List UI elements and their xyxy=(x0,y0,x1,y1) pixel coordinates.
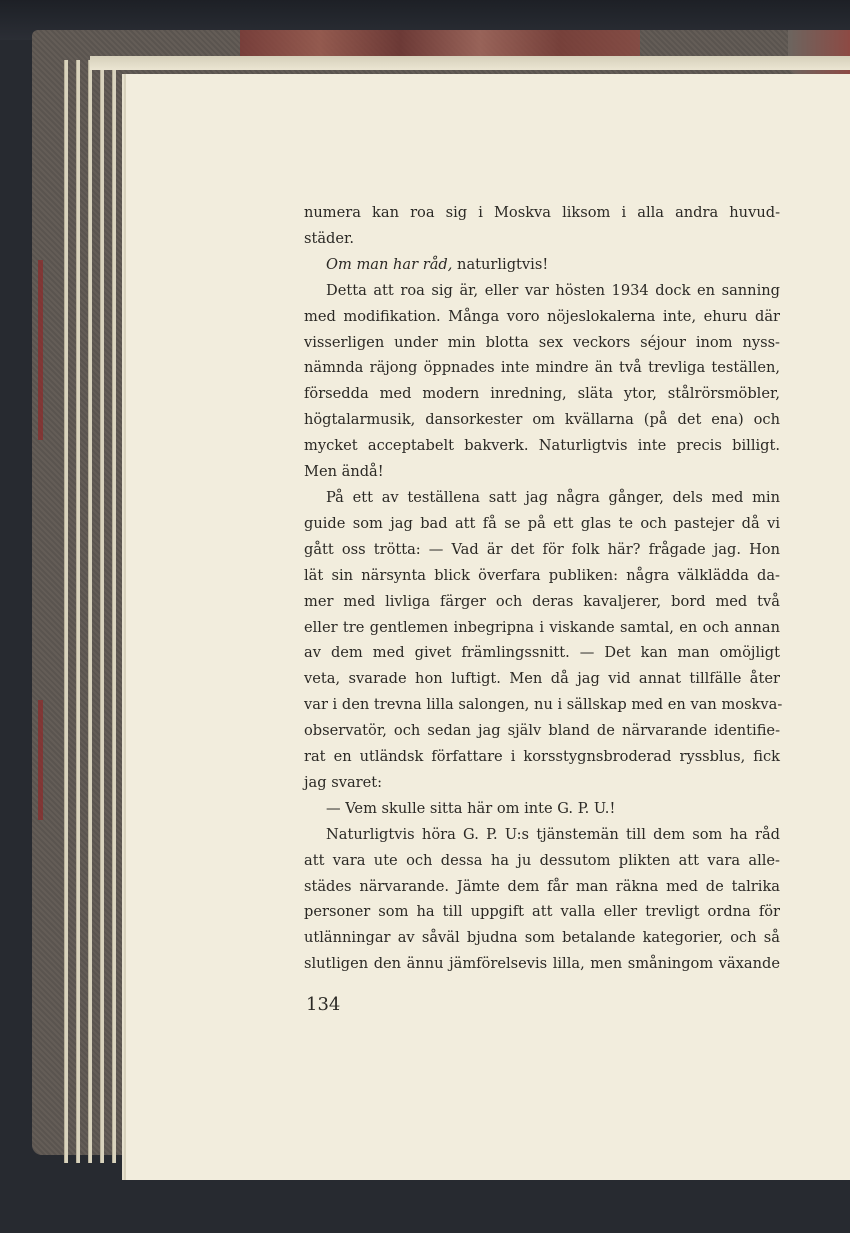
text-line: slutligen den ännu jämförelsevis lilla, men småningom växande xyxy=(304,955,780,973)
text-line: guide som jag bad att få se på ett glas te och pastejer då vi xyxy=(304,514,780,532)
text-line: veta, svarade hon luftigt. Men då jag vid annat tillfälle åter xyxy=(304,670,780,688)
text-line: rat en utländsk författare i korsstygnsbroderad ryssblus, fick xyxy=(304,748,780,766)
page-top-edge xyxy=(90,56,850,70)
text-line: visserligen under min blotta sex veckors séjour inom nyss- xyxy=(304,333,780,351)
text-line: observatör, och sedan jag själv bland de närvarande identifie- xyxy=(304,722,780,740)
text-line: högtalarmusik, dansorkester om kvällarna (på det ena) och xyxy=(304,411,780,429)
page-edge xyxy=(112,60,116,1163)
text-line: att vara ute och dessa ha ju dessutom plikten att vara alle- xyxy=(304,851,780,869)
page-edge xyxy=(64,60,68,1163)
text-line: gått oss trötta: — Vad är det för folk här? frågade jag. Hon xyxy=(304,540,780,558)
text-line: lät sin närsynta blick överfara publiken: några välklädda da- xyxy=(304,566,780,584)
text-line: personer som ha till uppgift att valla eller trevligt ordna för xyxy=(304,903,780,921)
text-line: På ett av teställena satt jag några gånger, dels med min xyxy=(326,488,780,506)
text-line: försedda med modern inredning, släta ytor, stålrörsmöbler, xyxy=(304,385,780,403)
text-line: Naturligtvis höra G. P. U:s tjänstemän till dem som ha råd xyxy=(326,825,780,843)
text-line: städes närvarande. Jämte dem får man räkna med de talrika xyxy=(304,877,780,895)
text-line: jag svaret: xyxy=(304,773,383,791)
page-edge xyxy=(88,60,92,1163)
text-line: numera kan roa sig i Moskva liksom i alla andra huvud- xyxy=(304,204,780,221)
text-fragment: naturligtvis! xyxy=(452,255,549,273)
text-line: städer. xyxy=(304,229,355,247)
text-line: mer med livliga färger och deras kavaljerer, bord med två xyxy=(304,592,780,610)
text-line: — Vem skulle sitta här om inte G. P. U.! xyxy=(326,799,616,817)
page-number: 134 xyxy=(306,994,341,1015)
page-edge xyxy=(76,60,80,1163)
text-line: utlänningar av såväl bjudna som betalande kategorier, och så xyxy=(304,929,780,947)
text-line: Men ändå! xyxy=(304,463,384,481)
text-line: av dem med givet främlingssnitt. — Det kan man omöjligt xyxy=(304,644,780,662)
text-line: Detta att roa sig är, eller var hösten 1934 dock en sanning xyxy=(326,281,780,299)
cover-red-mark xyxy=(38,260,43,440)
text-line: eller tre gentlemen inbegripna i viskande samtal, en och annan xyxy=(304,618,780,636)
page-edge xyxy=(100,60,104,1163)
text-line: mycket acceptabelt bakverk. Naturligtvis inte precis billigt. xyxy=(304,437,780,455)
text-line: med modifikation. Många voro nöjeslokalerna inte, ehuru där xyxy=(304,307,780,325)
text-line: var i den trevna lilla salongen, nu i sällskap med en van moskva- xyxy=(304,696,783,714)
italic-phrase: Om man har råd, xyxy=(326,255,453,273)
text-line xyxy=(304,252,780,278)
text-line: nämnda räjong öppnades inte mindre än två trevliga teställen, xyxy=(304,359,780,377)
body-text xyxy=(304,200,783,977)
cover-red-mark xyxy=(38,700,43,820)
